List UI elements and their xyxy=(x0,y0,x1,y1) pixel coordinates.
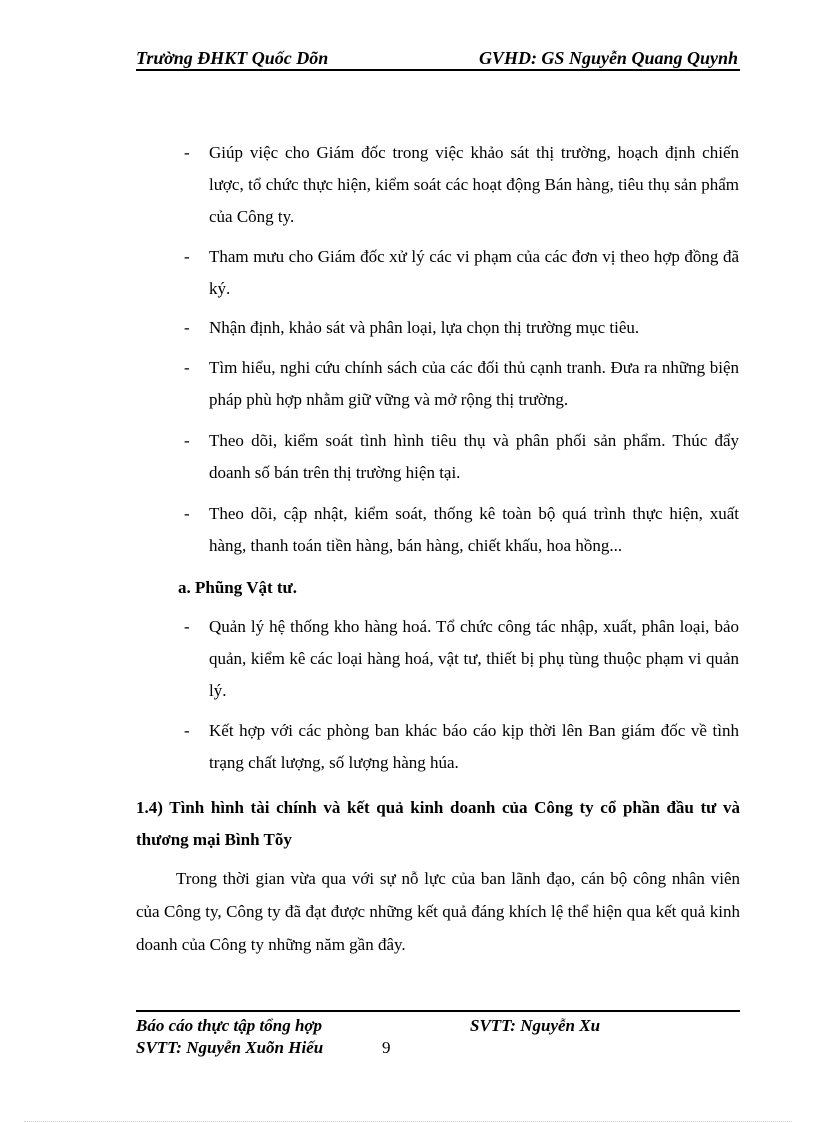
header-rule xyxy=(136,69,740,71)
bullet-marker: - xyxy=(184,318,190,337)
footer-student-short: SVTT: Nguyễn Xu xyxy=(470,1016,601,1035)
bullet-item: Quản lý hệ thống kho hàng hoá. Tổ chức công tác nhập, xuất, phân loại, bảo quản, kiểm kê các loại hàng hoá, vật tư, thiết bị phụ tùng thuộc phạm vi quản lý. xyxy=(209,617,739,700)
footer-report-title: Báo cáo thực tập tổng hợp xyxy=(136,1016,323,1035)
bullet-item: Giúp việc cho Giám đốc trong việc khảo sát thị trường, hoạch định chiến lược, tổ chức thực hiện, kiểm soát các hoạt động Bán hàng, tiêu thụ sản phẩm của Công ty. xyxy=(209,143,739,226)
bullet-item: Kết hợp với các phòng ban khác báo cáo kịp thời lên Ban giám đốc về tình trạng chất lượng, số lượng hàng húa. xyxy=(209,721,739,772)
header-school: Trường ĐHKT Quốc Dõn xyxy=(136,48,329,68)
header-supervisor: GVHD: GS Nguyễn Quang Quynh xyxy=(478,48,738,68)
page-boundary xyxy=(24,1121,792,1122)
bullet-marker: - xyxy=(184,358,190,377)
section-heading: 1.4) Tình hình tài chính và kết quả kinh doanh của Công ty cổ phần đầu tư và thương mại Bình Tõy xyxy=(136,798,740,849)
bullet-marker: - xyxy=(184,431,190,450)
bullet-marker: - xyxy=(184,617,190,636)
page-number: 9 xyxy=(382,1038,391,1057)
bullet-marker: - xyxy=(184,721,190,740)
footer-student: SVTT: Nguyễn Xuõn Hiếu xyxy=(136,1038,324,1057)
bullet-item: Tham mưu cho Giám đốc xử lý các vi phạm của các đơn vị theo hợp đồng đã ký. xyxy=(209,247,739,298)
bullet-item: Theo dõi, kiểm soát tình hình tiêu thụ và phân phối sản phẩm. Thúc đẩy doanh số bán trên thị trường hiện tại. xyxy=(209,431,739,482)
bullet-item: Theo dõi, cập nhật, kiểm soát, thống kê toàn bộ quá trình thực hiện, xuất hàng, thanh toán tiền hàng, bán hàng, chiết khấu, hoa hồng... xyxy=(209,504,739,555)
bullet-marker: - xyxy=(184,504,190,523)
page-header xyxy=(136,46,740,70)
bullet-item: Nhận định, khảo sát và phân loại, lựa chọn thị trường mục tiêu. xyxy=(209,318,640,337)
body-paragraph: Trong thời gian vừa qua với sự nỗ lực của ban lãnh đạo, cán bộ công nhân viên của Công ty, Công ty đã đạt được những kết quả đáng khích lệ thể hiện qua kết quả kinh doanh của Công ty những năm gần đây. xyxy=(136,869,740,954)
bullet-item: Tìm hiểu, nghi cứu chính sách của các đối thủ cạnh tranh. Đưa ra những biện pháp phù hợp nhằm giữ vững và mở rộng thị trường. xyxy=(209,358,739,409)
footer-rule xyxy=(136,1010,740,1012)
subheading-phong-vat-tu: a. Phũng Vật tư. xyxy=(178,578,297,597)
bullet-marker: - xyxy=(184,247,190,266)
bullet-marker: - xyxy=(184,143,190,162)
